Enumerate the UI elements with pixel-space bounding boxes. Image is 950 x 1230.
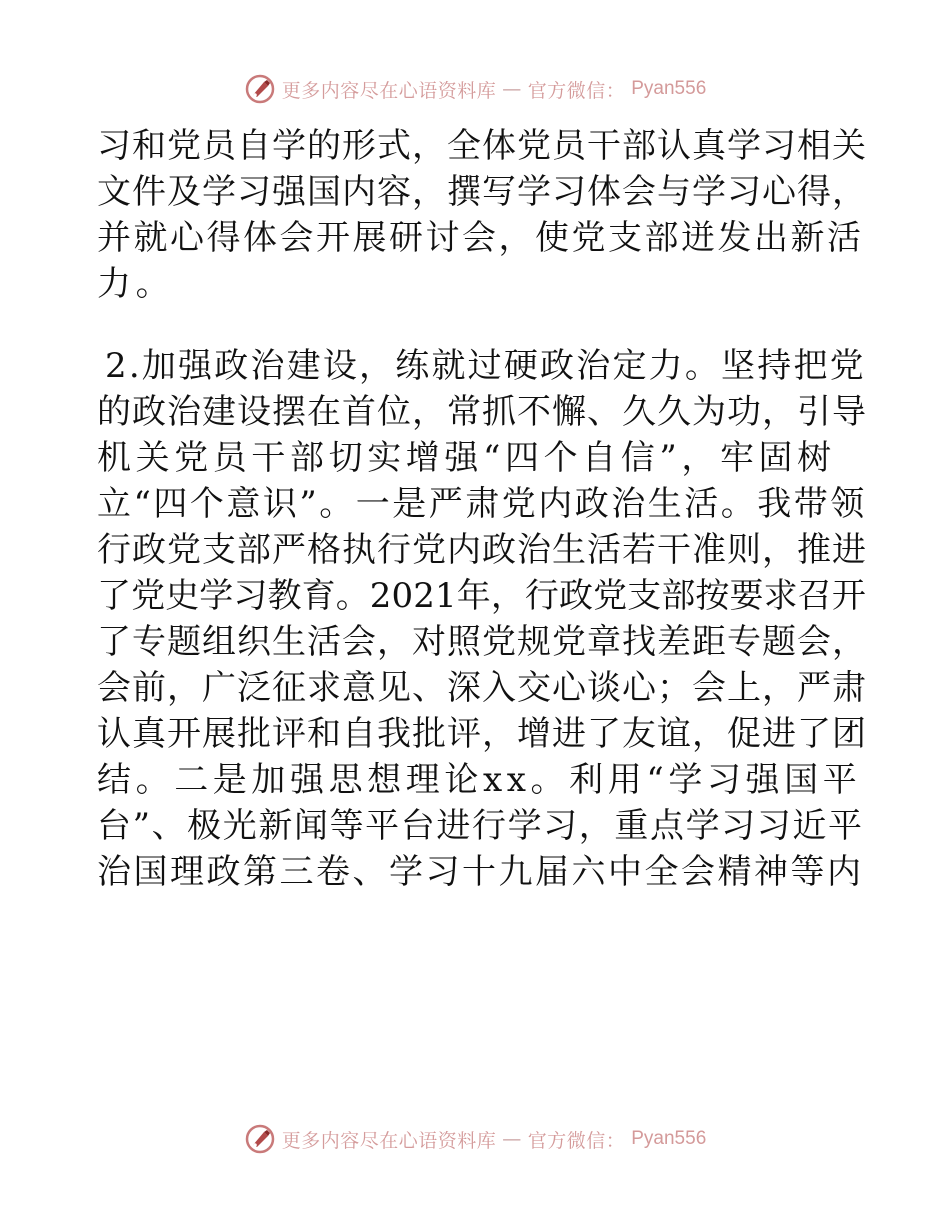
paragraph-2 — [97, 343, 867, 895]
pen-nib-logo-icon — [244, 73, 276, 105]
watermark-group — [244, 73, 707, 105]
watermark-label: 官方微信： — [527, 79, 626, 102]
paragraph-spacer — [97, 307, 857, 343]
text-line: 2.加强政治建设，练就过硬政治定力。坚持把党 — [105, 346, 866, 386]
watermark-label: 官方微信： — [527, 1129, 626, 1152]
footer-watermark — [0, 1122, 950, 1156]
watermark-group — [244, 1123, 707, 1155]
pen-nib-logo-icon — [244, 1123, 276, 1155]
paragraph-1 — [97, 123, 867, 307]
text-line: 会前，广泛征求意见、深入交心谈心；会上，严肃 — [97, 668, 867, 708]
watermark-separator: — — [502, 1128, 522, 1150]
text-line: 机关党员干部切实增强“四个自信”，牢固树 — [97, 438, 836, 478]
text-line: 的政治建设摆在首位，常抓不懈、久久为功，引导 — [97, 392, 867, 432]
text-line: 行政党支部严格执行党内政治生活若干准则，推进 — [97, 530, 867, 570]
watermark-id: Pyan556 — [631, 1128, 707, 1149]
text-line: 力。 — [97, 264, 175, 304]
text-line: 治国理政第三卷、学习十九届六中全会精神等内 — [97, 852, 864, 892]
document-body — [97, 123, 867, 895]
text-line: 习和党员自学的形式，全体党员干部认真学习相关 — [97, 126, 867, 166]
text-line: 台”、极光新闻等平台进行学习，重点学习习近平 — [97, 806, 864, 846]
text-line: 并就心得体会开展研讨会，使党支部迸发出新活 — [97, 218, 864, 258]
text-line: 立“四个意识”。一是严肃党内政治生活。我带领 — [97, 484, 867, 524]
watermark-text: 更多内容尽在心语资料库 — [281, 79, 497, 102]
text-line: 了党史学习教育。2021年，行政党支部按要求召开 — [97, 576, 866, 616]
text-line: 文件及学习强国内容，撰写学习体会与学习心得， — [97, 172, 867, 212]
watermark-id: Pyan556 — [631, 78, 707, 99]
text-line: 了专题组织生活会，对照党规党章找差距专题会， — [97, 622, 867, 662]
watermark-separator: — — [502, 78, 522, 100]
text-line: 认真开展批评和自我批评，增进了友谊，促进了团 — [97, 714, 867, 754]
header-watermark — [0, 72, 950, 106]
watermark-text: 更多内容尽在心语资料库 — [281, 1129, 497, 1152]
text-line: 结。二是加强思想理论xx。利用“学习强国平 — [97, 760, 862, 800]
